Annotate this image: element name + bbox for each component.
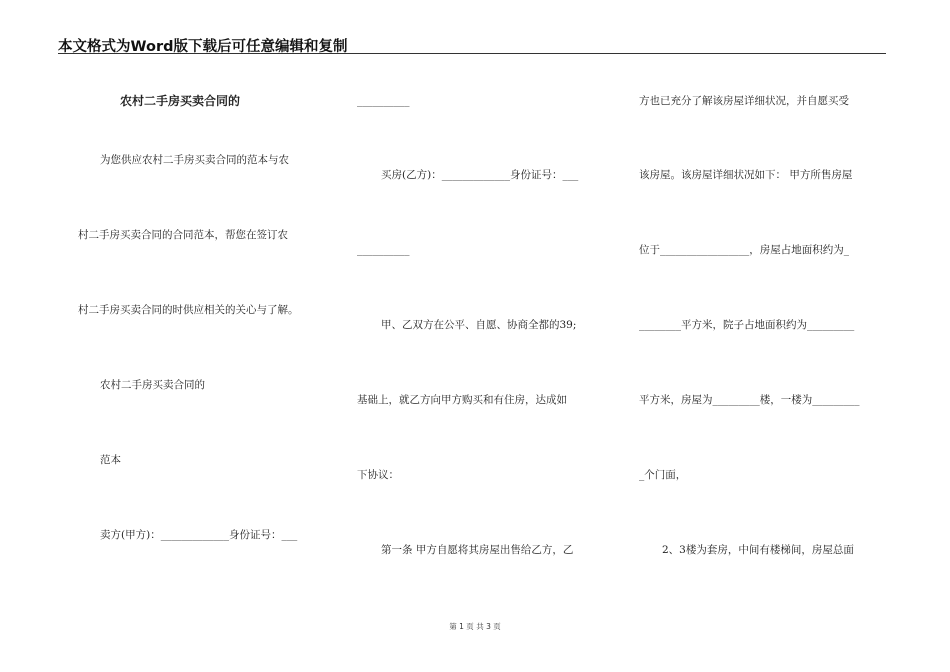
document-banner: 本文格式为Word版下载后可任意编辑和复制 — [58, 39, 348, 55]
banner-divider — [58, 53, 886, 54]
left-text-line: 范本 — [100, 454, 121, 466]
right-text-line: 平方米，房屋为_________楼，一楼为_________ — [639, 394, 860, 406]
page-number: 第 1 页 共 3 页 — [449, 622, 501, 631]
right-text-line: ________平方米，院子占地面积约为_________ — [639, 319, 855, 331]
right-text-line: _个门面， — [639, 469, 687, 481]
left-text-line: 卖方(甲方)：_____________身份证号：___ — [100, 529, 298, 541]
left-text-line: 农村二手房买卖合同的 — [100, 379, 205, 391]
right-text-line: 2、3楼为套房，中间有楼梯间，房屋总面 — [662, 544, 854, 556]
left-text-line: 村二手房买卖合同的合同范本，帮您在签订农 — [78, 229, 288, 241]
middle-text-line: 甲、乙双方在公平、自愿、协商全都的39; — [381, 319, 577, 331]
left-text-line: 村二手房买卖合同的时供应相关的关心与了解。 — [78, 304, 299, 316]
left-text-line: 为您供应农村二手房买卖合同的范本与农 — [100, 154, 289, 166]
right-text-line: 该房屋。该房屋详细状况如下： 甲方所售房屋 — [639, 169, 853, 181]
middle-text-line: __________ — [357, 95, 410, 107]
middle-text-line: __________ — [357, 244, 410, 256]
right-text-line: 位于_________________，房屋占地面积约为_ — [639, 244, 849, 256]
middle-text-line: 下协议： — [357, 469, 399, 481]
document-title: 农村二手房买卖合同的 — [120, 94, 241, 108]
right-text-line: 方也已充分了解该房屋详细状况，并自愿买受 — [639, 95, 849, 107]
middle-text-line: 基础上，就乙方向甲方购买和有住房，达成如 — [357, 394, 567, 406]
middle-text-line: 第一条 甲方自愿将其房屋出售给乙方，乙 — [381, 544, 574, 556]
middle-text-line: 买房(乙方)：_____________身份证号：___ — [381, 169, 579, 181]
